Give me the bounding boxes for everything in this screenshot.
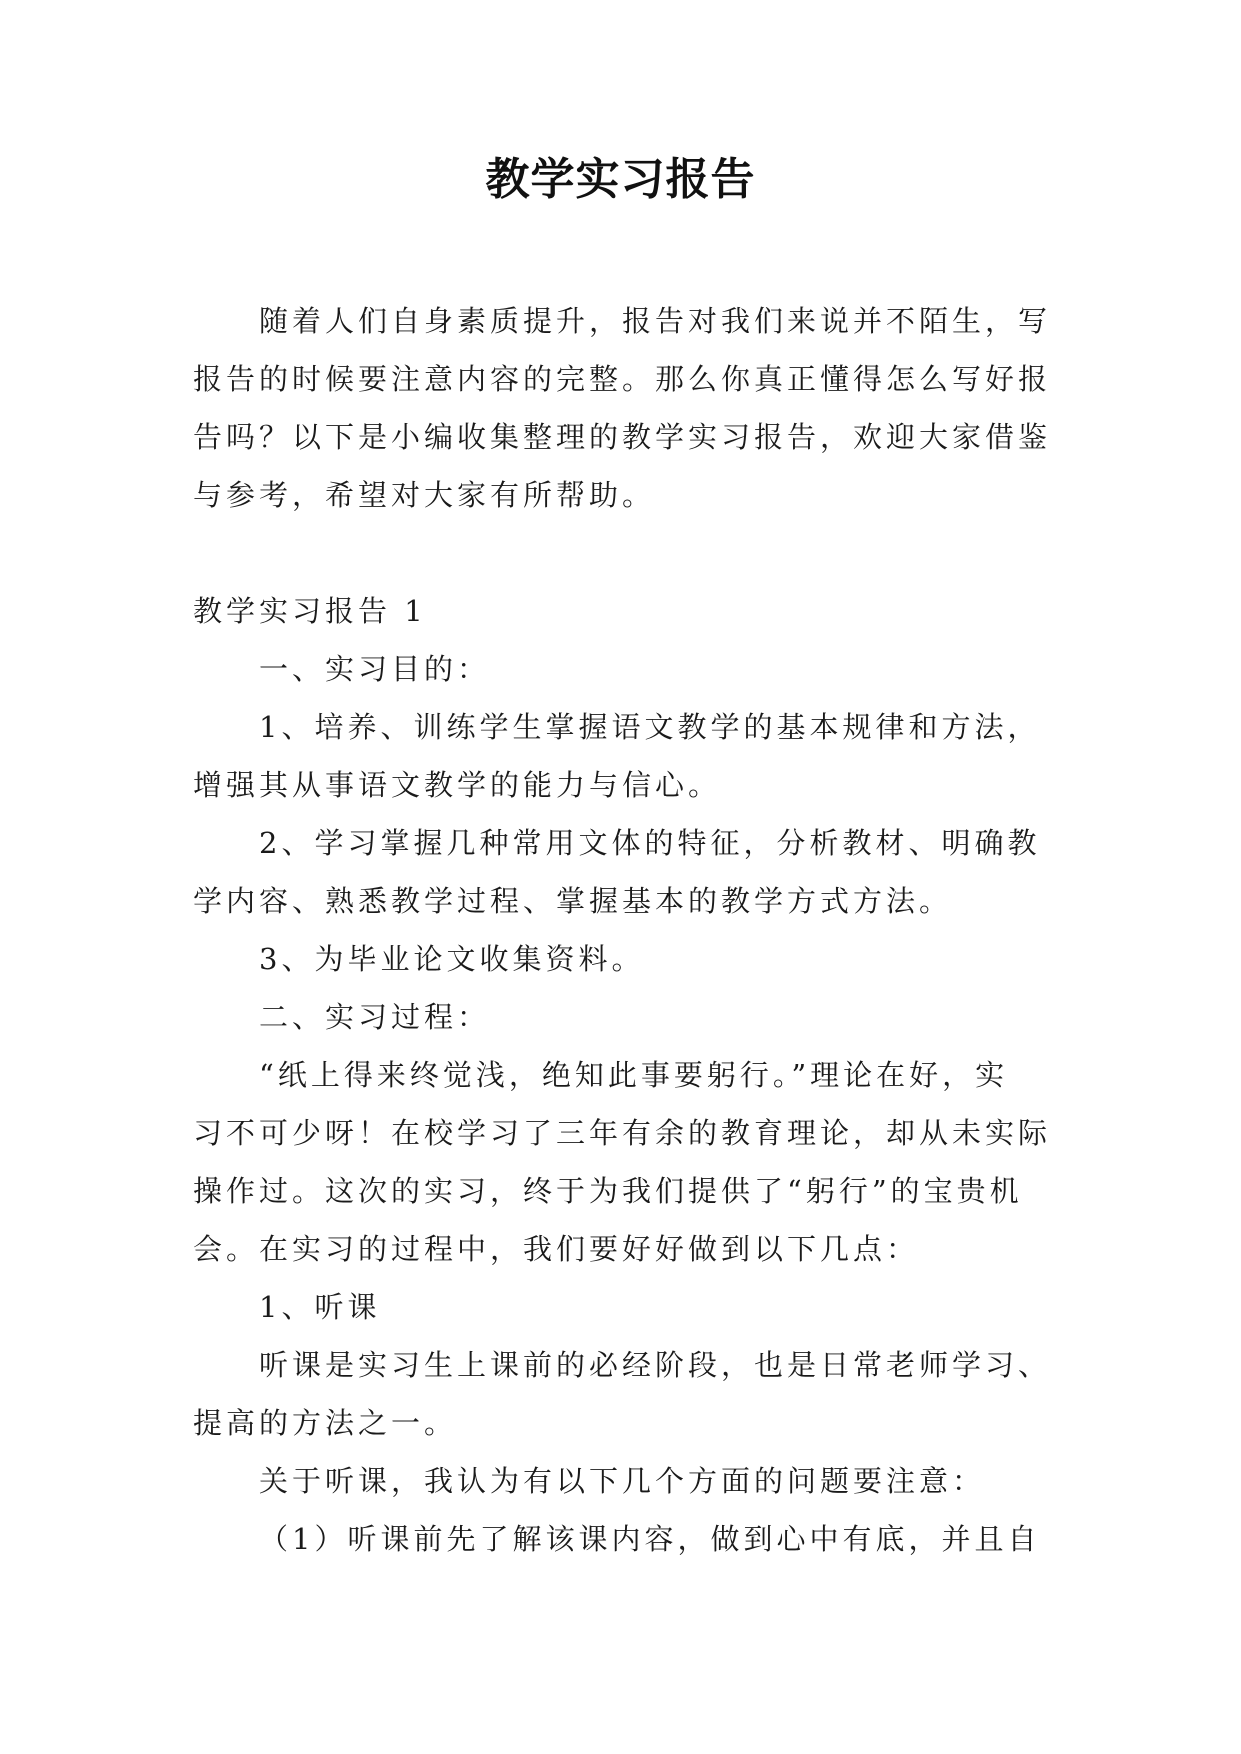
body-line: 3、为毕业论文收集资料。 [259,942,645,976]
body-line: 关于听课，我认为有以下几个方面的问题要注意： [259,1464,986,1498]
body-line: 一、实习目的： [259,652,491,686]
intro-line: 与参考，希望对大家有所帮助。 [193,478,656,512]
body-line: “纸上得来终觉浅，绝知此事要躬行。”理论在好，实 [259,1058,1009,1092]
body-line: 2、学习掌握几种常用文体的特征，分析教材、明确教 [259,826,1041,860]
body-line: 习不可少呀！在校学习了三年有余的教育理论，却从未实际 [193,1116,1052,1150]
body-line: 1、听课 [259,1290,381,1324]
document-body [193,292,1061,1568]
intro-line: 告吗？以下是小编收集整理的教学实习报告，欢迎大家借鉴 [193,420,1052,454]
body-line: 听课是实习生上课前的必经阶段，也是日常老师学习、 [259,1348,1052,1382]
body-line: （1）听课前先了解该课内容，做到心中有底，并且自 [259,1522,1041,1556]
body-line: 增强其从事语文教学的能力与信心。 [193,768,722,802]
body-line: 学内容、熟悉教学过程、掌握基本的教学方式方法。 [193,884,953,918]
body-line: 会。在实习的过程中，我们要好好做到以下几点： [193,1232,920,1266]
intro-line: 报告的时候要注意内容的完整。那么你真正懂得怎么写好报 [193,362,1052,396]
body-line: 1、培养、训练学生掌握语文教学的基本规律和方法， [259,710,1041,744]
body-line: 提高的方法之一。 [193,1406,458,1440]
body-line: 操作过。这次的实习，终于为我们提供了“躬行”的宝贵机 [193,1174,1023,1208]
body-line: 二、实习过程： [259,1000,491,1034]
intro-line: 随着人们自身素质提升，报告对我们来说并不陌生，写 [259,304,1052,338]
document-title: 教学实习报告 [485,154,756,205]
paragraph-gap [193,524,1061,582]
section-heading: 教学实习报告 1 [193,594,427,628]
